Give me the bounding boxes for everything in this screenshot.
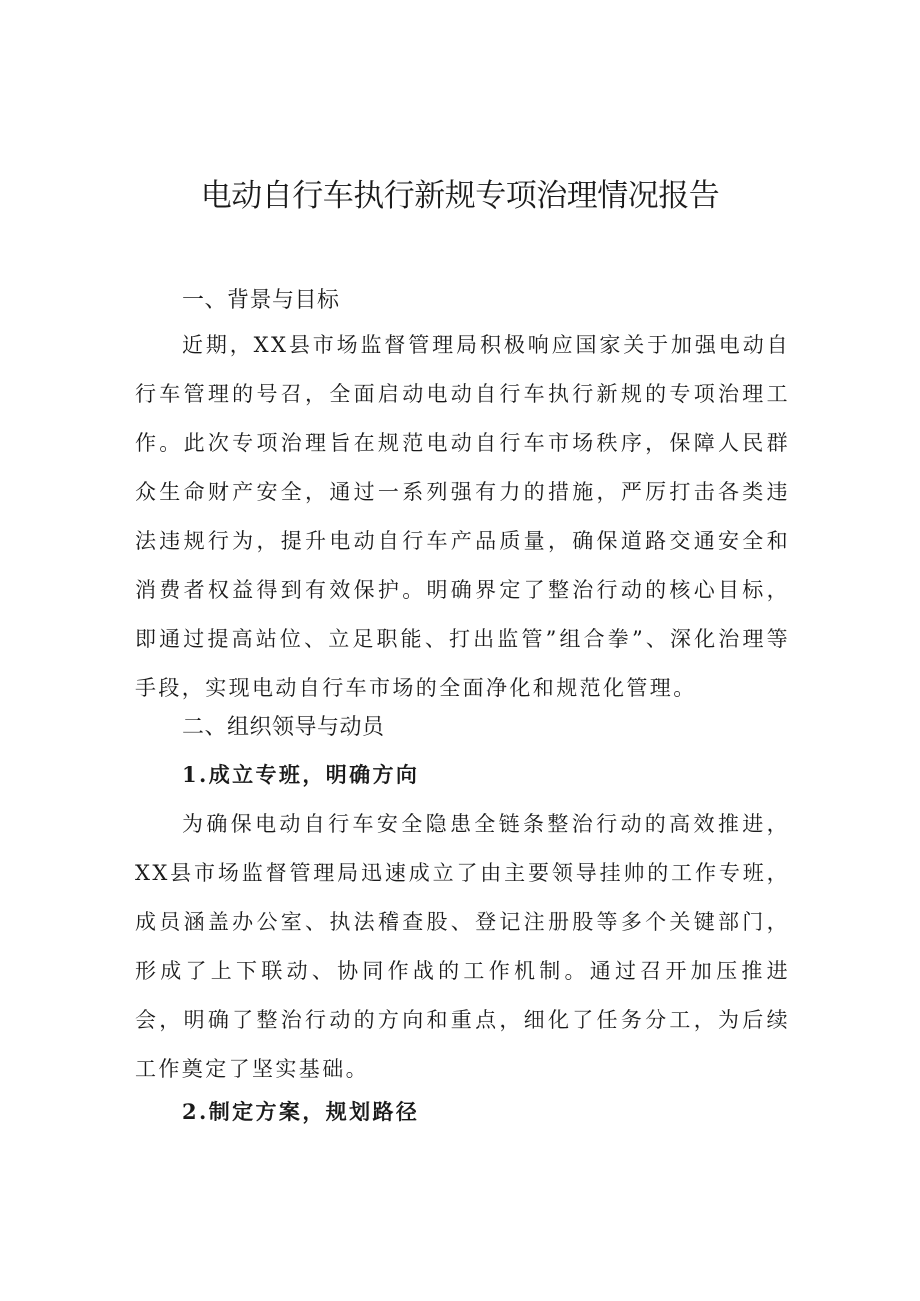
subsection-heading-task-force: 1.成立专班，明确方向 (182, 762, 420, 787)
document-title: 电动自行车执行新规专项治理情况报告 (200, 178, 720, 214)
paragraph-task-force: 为确保电动自行车安全隐患全链条整治行动的高效推进，XX县市场监督管理局迅速成立了由主要领导挂帅的工作专班，成员涵盖办公室、执法稽查股、登记注册股等多个关键部门，形成了上下联动、协同作战的工作机制。通过召开加压推进会，明确了整治行动的方向和重点，细化了任务分工，为后续工作奠定了坚实基础。 (135, 812, 790, 1081)
section-heading-organization: 二、组织领导与动员 (182, 715, 385, 740)
section-heading-background: 一、背景与目标 (182, 288, 340, 313)
paragraph-background: 近期，XX县市场监督管理局积极响应国家关于加强电动自行车管理的号召，全面启动电动自行车执行新规的专项治理工作。此次专项治理旨在规范电动自行车市场秩序，保障人民群众生命财产安全，通过一系列强有力的措施，严厉打击各类违法违规行为，提升电动自行车产品质量，确保道路交通安全和消费者权益得到有效保护。明确界定了整治行动的核心目标，即通过提高站位、立足职能、打出监管”组合拳”、深化治理等手段，实现电动自行车市场的全面净化和规范化管理。 (135, 333, 790, 700)
subsection-heading-plan: 2.制定方案，规划路径 (182, 1099, 420, 1124)
